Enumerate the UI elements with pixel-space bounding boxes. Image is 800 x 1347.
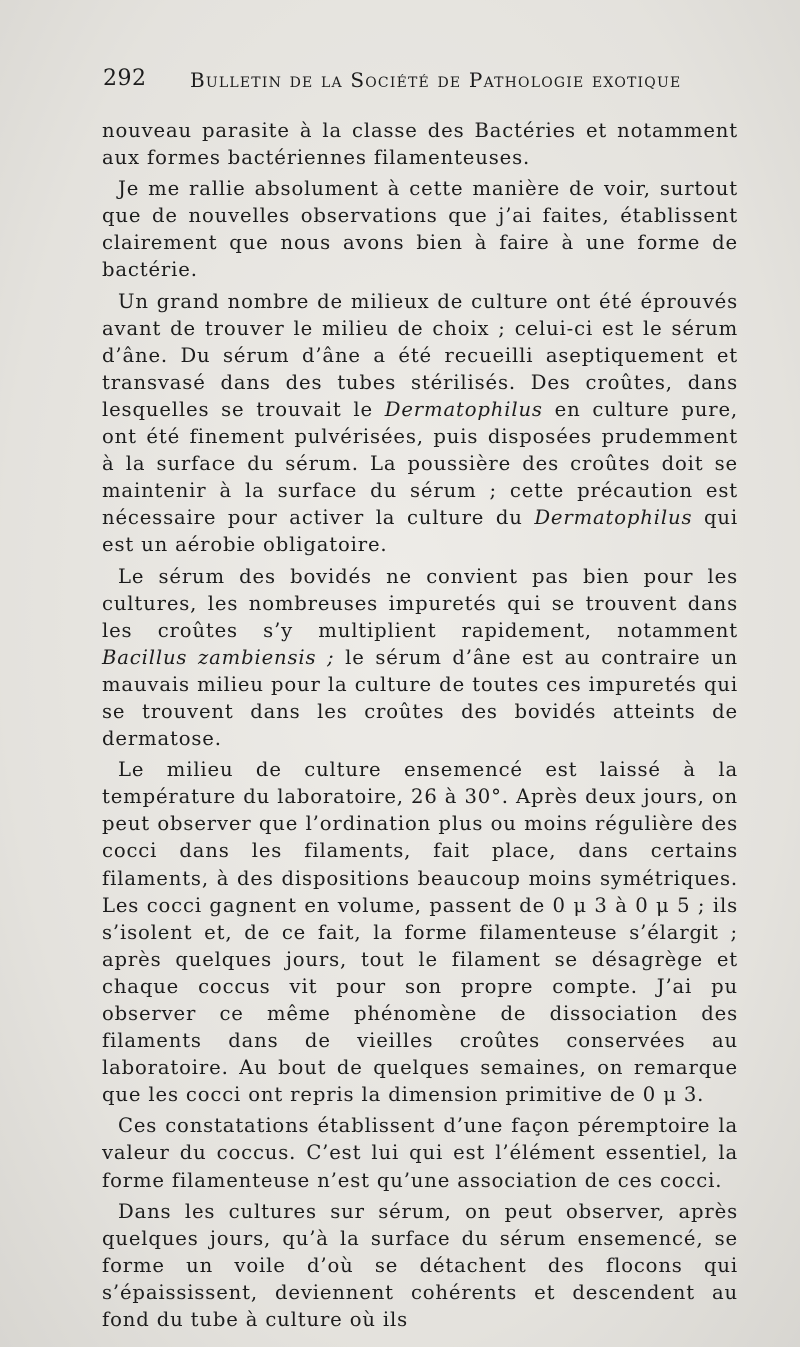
paragraph xyxy=(102,175,738,287)
text-run: Je me rallie absolument à cette manière de voir, surtout que de nouvelles observations que j’ai faites, établissent clairement que nous avons bien à faire à une forme de bactérie. xyxy=(102,177,738,282)
text-run: Ces constatations établissent d’une façon péremptoire la valeur du coccus. C’est lui qui est l’élément essentiel, la forme filamenteuse n’est qu’une association de ces cocci. xyxy=(102,1114,738,1192)
species-name: Bacillus zambiensis ; xyxy=(102,645,335,669)
genus-name: Dermatophilus xyxy=(384,397,543,421)
text-run: en culture pure, ont été finement pulvérisées, puis disposées prudemment à la surface du sérum. La poussière des croûtes doit se maintenir à la surface du sérum ; cette précaution est nécessaire pour activer la culture du xyxy=(102,397,738,530)
paragraph xyxy=(102,288,738,563)
page-header xyxy=(0,66,800,100)
paragraph xyxy=(102,1198,738,1337)
text-run: nouveau parasite à la classe des Bactéries et notamment aux formes bactériennes filamenteuses. xyxy=(102,119,738,170)
text-run: Dans les cultures sur sérum, on peut observer, après quelques jours, qu’à la surface du sérum ensemencé, se forme un voile d’où se détachent des flocons qui s’épaississent, deviennent cohérents et descendent au fond du tube à culture où ils xyxy=(102,1199,738,1332)
paragraph xyxy=(102,563,738,757)
text-run: Un grand nombre de milieux de culture ont été éprouvés avant de trouver le milieu de choix ; celui-ci est le sérum d’âne. Du sérum d’âne a été recueilli aseptiquement et transvasé dans des tubes stérilisés. Des croûtes, dans lesquelles se trouvait le xyxy=(102,289,738,421)
body-text xyxy=(102,117,738,1337)
text-run: Le milieu de culture ensemencé est laissé à la température du laboratoire, 26 à 30°. Après deux jours, on peut observer que l’ordination plus ou moins régulière des cocci dans les filaments, fait place, dans certains filaments, à des dispositions beaucoup moins symétriques. Les cocci gagnent en volume, passent de 0 μ 3 à 0 μ 5 ; ils s’isolent et, de ce fait, la forme filamenteuse s’élargit ; après quelques jours, tout le filament se désagrège et chaque coccus vit pour son propre compte. J’ai pu observer ce même phénomène de dissociation des filaments dans de vieilles croûtes conservées au laboratoire. Au bout de quelques semaines, on remarque que les cocci ont repris la dimension primitive de 0 μ 3. xyxy=(102,758,738,1107)
text-run: qui est un aérobie obligatoire. xyxy=(102,506,738,557)
paragraph xyxy=(102,756,738,1112)
paragraph xyxy=(102,1112,738,1197)
page-number: 292 xyxy=(103,66,147,91)
genus-name: Dermatophilus xyxy=(534,506,693,530)
text-run: le sérum d’âne est au contraire un mauvais milieu pour la culture de toutes ces impuretés qui se trouvent dans les croûtes des bovidés atteints de dermatose. xyxy=(102,645,739,751)
text-run: Le sérum des bovidés ne convient pas bien pour les cultures, les nombreuses impuretés qui se trouvent dans les croûtes s’y multiplient rapidement, notamment xyxy=(102,564,738,642)
running-title: Bulletin de la Société de Pathologie exotique xyxy=(190,68,682,92)
paragraph xyxy=(102,117,738,175)
